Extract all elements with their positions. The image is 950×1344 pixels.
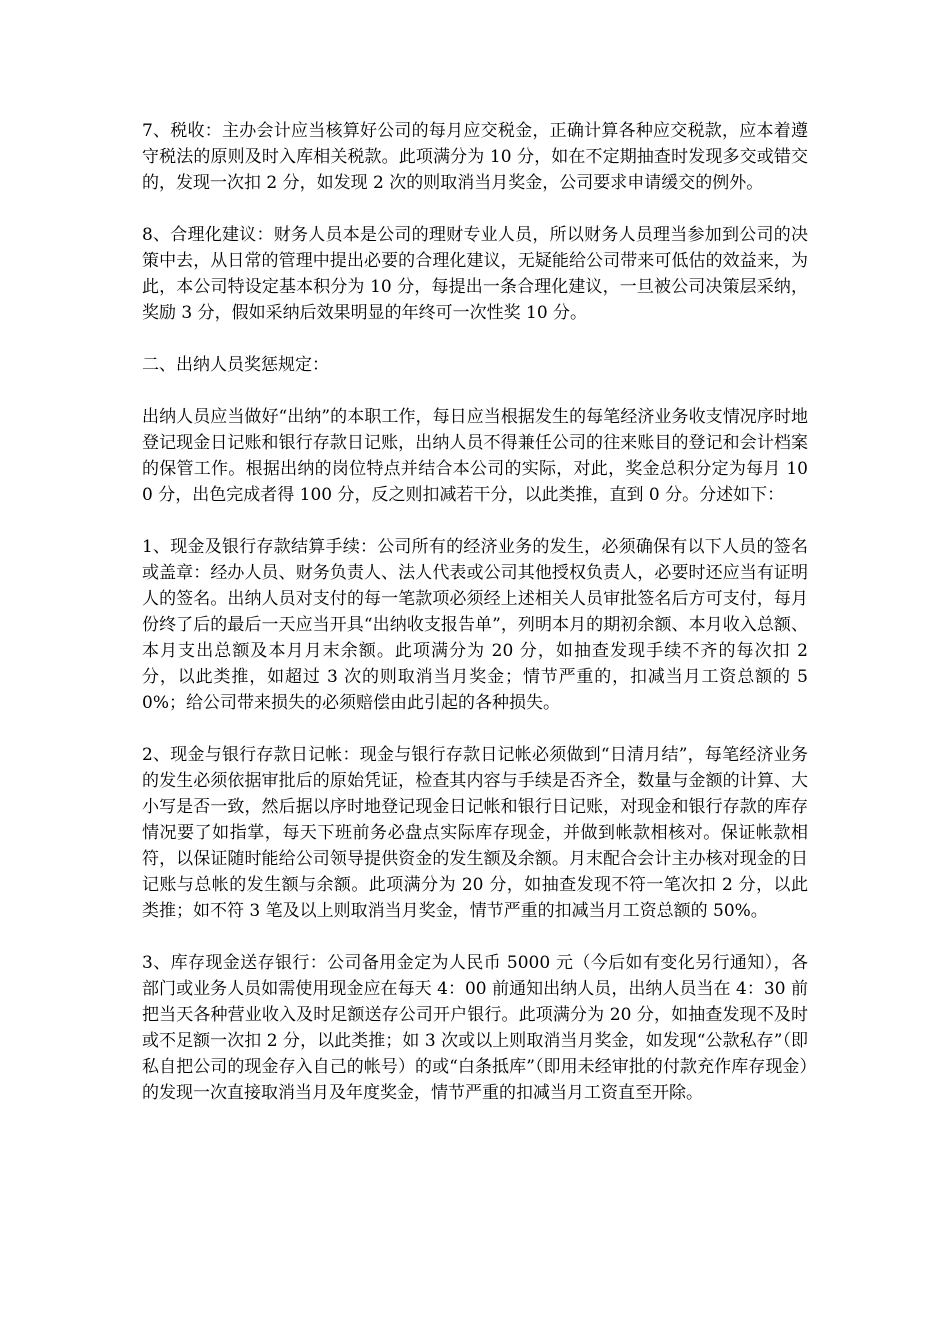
paragraph-journal: 2、现金与银行存款日记帐：现金与银行存款日记帐必须做到“日清月结”，每笔经济业务的发生必须依据审批后的原始凭证，检查其内容与手续是否齐全，数量与金额的计算、大小写是否一致，然后据以序时地登记现金日记帐和银行日记账，对现金和银行存款的库存情况要了如指掌，每天下班前务必盘点实际库存现金，并做到帐款相核对。保证帐款相符，以保证随时能给公司领导提供资金的发生额及余额。月末配合会计主办核对现金的日记账与总帐的发生额与余额。此项满分为 20 分，如抽查发现不符一笔次扣 2 分，以此类推；如不符 3 笔及以上则取消当月奖金，情节严重的扣减当月工资总额的 50%。 — [142, 745, 808, 921]
paragraph-cashier-intro: 出纳人员应当做好“出纳”的本职工作，每日应当根据发生的每笔经济业务收支情况序时地登记现金日记账和银行存款日记账，出纳人员不得兼任公司的往来账目的登记和会计档案的保管工作。根据出纳的岗位特点并结合本公司的实际，对此，奖金总积分定为每月 100 分，出色完成者得 100 分，反之则扣减若干分，以此类推，直到 0 分。分述如下： — [142, 407, 808, 505]
paragraph-tax: 7、税收：主办会计应当核算好公司的每月应交税金，正确计算各种应交税款，应本着遵守税法的原则及时入库相关税款。此项满分为 10 分，如在不定期抽查时发现多交或错交的，发现一次扣 2 分，如发现 2 次的则取消当月奖金，公司要求申请缓交的例外。 — [142, 121, 808, 193]
paragraph-deposit: 3、库存现金送存银行：公司备用金定为人民币 5000 元（今后如有变化另行通知），各部门或业务人员如需使用现金应在每天 4：00 前通知出纳人员，出纳人员当在 4：30 前把当天各种营业收入及时足额送存公司开户银行。此项满分为 20 分，如抽查发现不及时或不足额一次扣 2 分，以此类推；如 3 次或以上则取消当月奖金，如发现“公款私存”（即私自把公司的现金存入自己的帐号）的或“白条抵库”（即用未经审批的付款充作库存现金）的发现一次直接取消当月及年度奖金，情节严重的扣减当月工资直至开除。 — [142, 953, 808, 1103]
paragraph-settlement: 1、现金及银行存款结算手续：公司所有的经济业务的发生，必须确保有以下人员的签名或盖章：经办人员、财务负责人、法人代表或公司其他授权负责人，必要时还应当有证明人的签名。出纳人员对支付的每一笔款项必须经上述相关人员审批签名后方可支付，每月份终了后的最后一天应当开具“出纳收支报告单”，列明本月的期初余额、本月收入总额、本月支出总额及本月月末余额。此项满分为 20 分，如抽查发现手续不齐的每次扣 2 分，以此类推，如超过 3 次的则取消当月奖金；情节严重的，扣减当月工资总额的 50%；给公司带来损失的必须赔偿由此引起的各种损失。 — [142, 537, 808, 713]
document-body — [142, 118, 808, 1132]
paragraph-suggestions: 8、合理化建议：财务人员本是公司的理财专业人员，所以财务人员理当参加到公司的决策中去，从日常的管理中提出必要的合理化建议，无疑能给公司带来可低估的效益来，为此，本公司特设定基本积分为 10 分，每提出一条合理化建议，一旦被公司决策层采纳，奖励 3 分，假如采纳后效果明显的年终可一次性奖 10 分。 — [142, 225, 808, 323]
section-heading-cashier: 二、出纳人员奖惩规定： — [142, 355, 329, 375]
